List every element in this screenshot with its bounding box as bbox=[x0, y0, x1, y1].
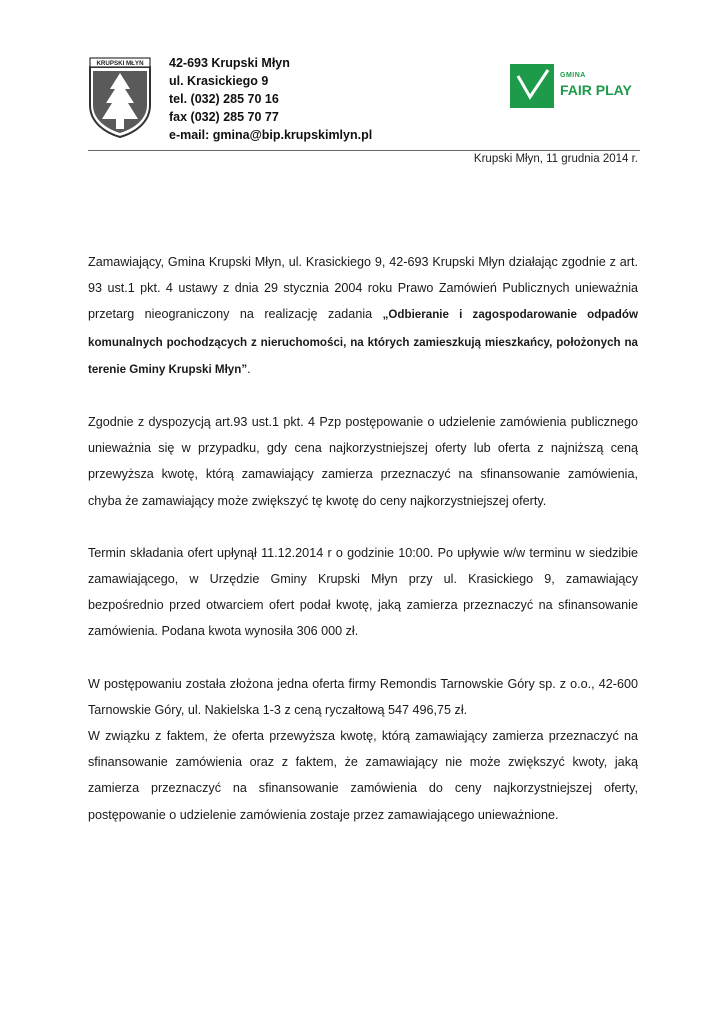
address-line-email: e-mail: gmina@bip.krupskimlyn.pl bbox=[169, 128, 373, 142]
address-line-phone: tel. (032) 285 70 16 bbox=[169, 92, 279, 106]
paragraph-1 bbox=[88, 249, 638, 383]
fair-play-logo bbox=[510, 64, 640, 110]
paragraph-1-intro: Zamawiający, Gmina Krupski Młyn, ul. Krasickiego 9, 42-693 Krupski Młyn działając zgodnie z art. 93 ust.1 pkt. 4 ustawy z dnia 29 stycznia 2004 roku Prawo Zamówień Publicznych unieważnia przetarg nieograniczony na realizację zadania bbox=[88, 255, 638, 322]
header-divider bbox=[88, 150, 640, 151]
paragraph-5: W związku z faktem, że oferta przewyższa kwotę, którą zamawiający zamierza przeznaczyć na sfinansowanie zamówienia oraz z faktem, że zamawiający nie może zwiększyć kwoty, jaką zamierza przeznaczyć na sfinansowanie zamówienia do ceny najkorzystniejszej oferty, postępowanie o udzielenie zamówienia zostaje przez zamawiającego unieważnione. bbox=[88, 729, 638, 822]
fair-play-small-text: GMINA bbox=[560, 72, 586, 79]
address-line-fax: fax (032) 285 70 77 bbox=[169, 110, 279, 124]
municipal-crest-icon bbox=[88, 57, 152, 139]
paragraph-1-end: . bbox=[247, 361, 251, 376]
paragraph-3: Termin składania ofert upłynął 11.12.2014 r o godzinie 10:00. Po upływie w/w terminu w siedzibie zamawiającego, w Urzędzie Gminy Krupski Młyn przy ul. Krasickiego 9, zamawiający bezpośrednio przed otwarciem ofert podał kwotę, jaką zamierza przeznaczyć na sfinansowanie zamówienia. Podana kwota wynosiła 306 000 zł. bbox=[88, 545, 638, 639]
paragraph-2: Zgodnie z dyspozycją art.93 ust.1 pkt. 4 Pzp postępowanie o udzielenie zamówienia publicznego unieważnia się w przypadku, gdy cena najkorzystniejszej oferty lub oferta z najniższą ceną przewyższa kwotę, którą zamawiający zamierza przeznaczyć na sfinansowanie zamówienia, chyba że zamawiający może zwiększyć tę kwotę do ceny najkorzystniejszej oferty. bbox=[88, 415, 638, 508]
address-block bbox=[169, 54, 372, 144]
fair-play-mark-icon bbox=[510, 64, 554, 108]
crest-lettering: KRUPSKI MŁYN bbox=[96, 60, 144, 68]
document-date: Krupski Młyn, 11 grudnia 2014 r. bbox=[473, 153, 638, 165]
task-title: „Odbieranie i zagospodarowanie odpadów komunalnych pochodzących z nieruchomości, na których zamieszkują mieszkańcy, położonych na terenie Gminy Krupski Młyn” bbox=[88, 308, 638, 376]
fair-play-big-text: FAIR PLAY bbox=[560, 82, 632, 98]
address-line-street: ul. Krasickiego 9 bbox=[169, 74, 269, 88]
document-body bbox=[88, 249, 638, 828]
paragraph-4: W postępowaniu została złożona jedna oferta firmy Remondis Tarnowskie Góry sp. z o.o., 42-600 Tarnowskie Góry, ul. Nakielska 1-3 z ceną ryczałtową 547 496,75 zł. bbox=[88, 676, 638, 717]
address-line-city: 42-693 Krupski Młyn bbox=[169, 56, 290, 70]
